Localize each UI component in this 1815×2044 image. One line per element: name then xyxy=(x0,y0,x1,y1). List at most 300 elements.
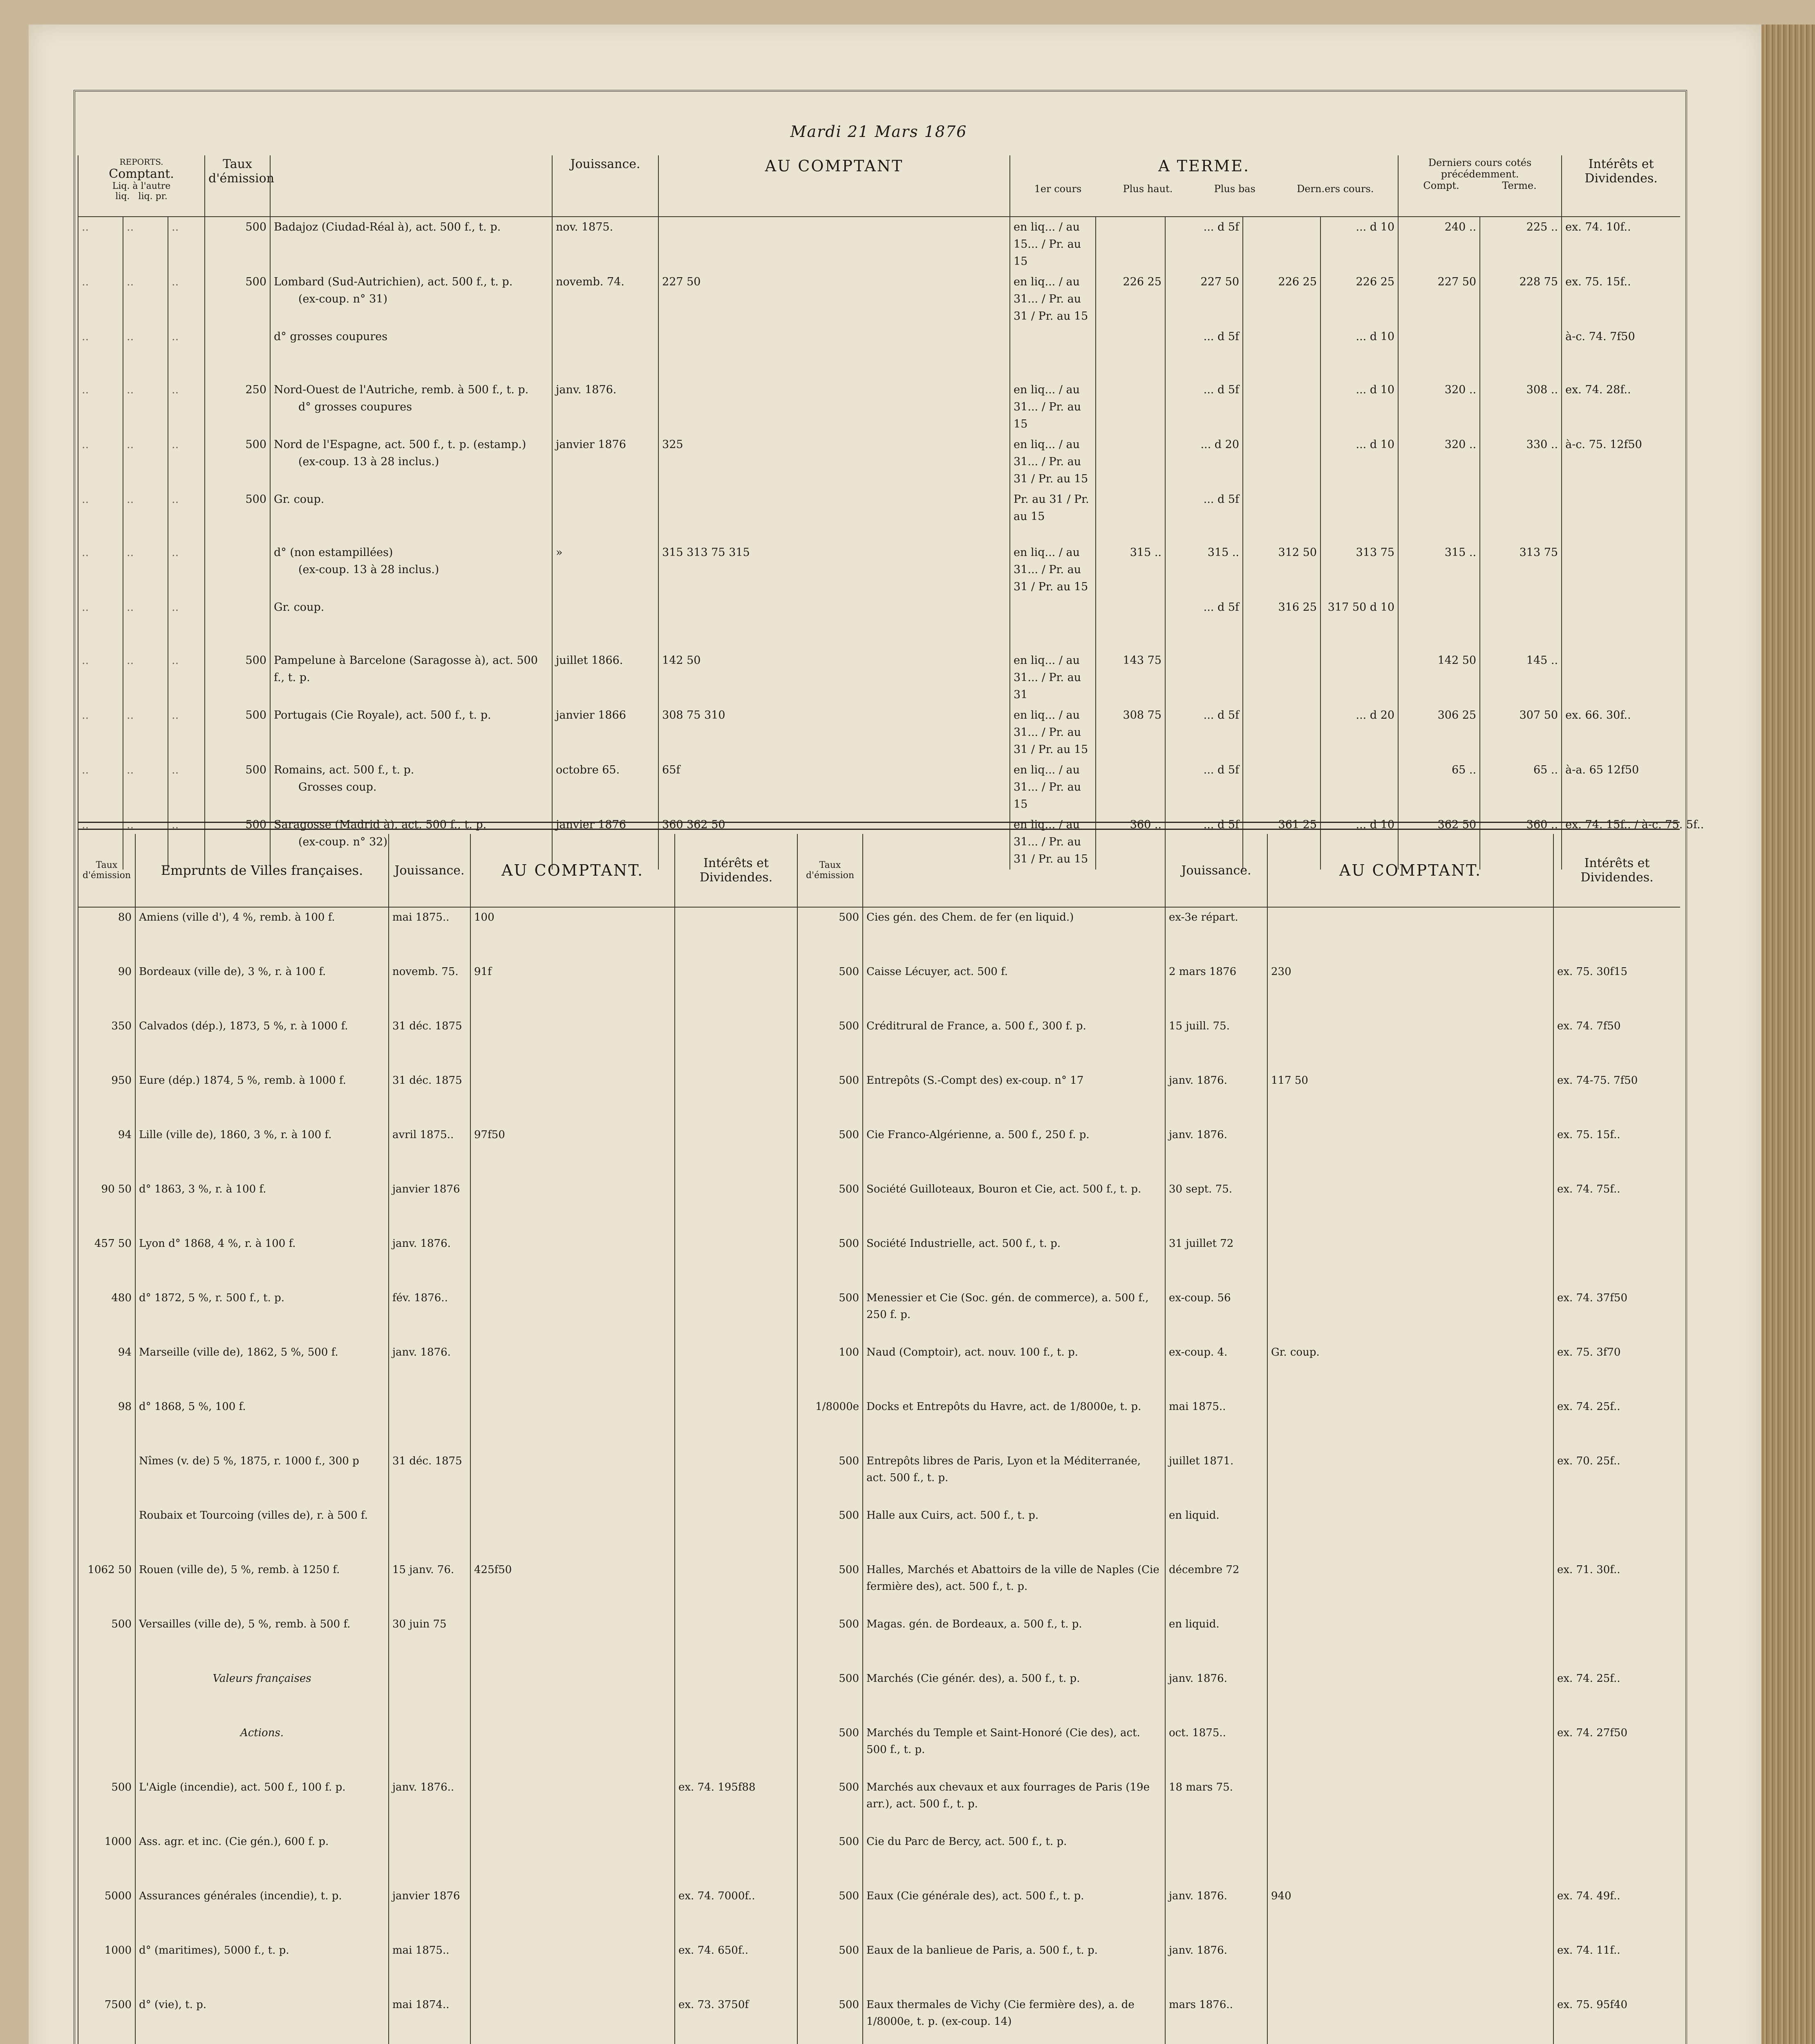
comptant-cell: 315 313 75 315 xyxy=(658,542,1010,597)
comptant-cell: 65f xyxy=(658,760,1010,815)
right-label-cell: Eaux (Cie générale des), act. 500 f., t. p. xyxy=(863,1886,1165,1941)
report-liq: .. xyxy=(123,597,168,650)
left-comptant-cell xyxy=(470,1777,675,1832)
right-jouissance-cell xyxy=(1165,1832,1267,1886)
security-name xyxy=(270,650,552,705)
jouissance-cell: janvier 1876 xyxy=(552,435,658,489)
right-label-cell: Magas. gén. de Bordeaux, a. 500 f., t. p. xyxy=(863,1614,1165,1669)
right-taux-cell: 500 xyxy=(797,1451,863,1506)
terme-cell: en liq... / au 15... / Pr. au 15 xyxy=(1010,217,1096,272)
right-jouissance-cell: en liquid. xyxy=(1165,1506,1267,1560)
left-dividend-cell xyxy=(675,1179,797,1234)
table-row xyxy=(78,1560,1680,1614)
security-name xyxy=(270,542,552,597)
right-taux-cell: 500 xyxy=(797,1669,863,1723)
au-comptant-header: AU COMPTANT xyxy=(658,155,1010,217)
left-taux-cell xyxy=(78,1669,135,1723)
table-row xyxy=(78,1342,1680,1397)
plus-haut-cell: ... d 5f xyxy=(1165,815,1243,870)
reports-label: REPORTS. xyxy=(119,157,163,167)
right-jouissance-cell: 15 juill. 75. xyxy=(1165,1016,1267,1071)
right-label-header xyxy=(863,834,1165,907)
security-label: d° (non estampillées) xyxy=(274,546,393,559)
security-sub: (ex-coup. 13 à 28 inclus.) xyxy=(298,563,439,576)
left-jouissance-cell xyxy=(389,1723,470,1777)
plus-haut-cell: ... d 5f xyxy=(1165,489,1243,542)
terme-cell xyxy=(1010,597,1096,650)
left-label-cell: Assurances générales (incendie), t. p. xyxy=(135,1886,389,1941)
derniers-cours-header xyxy=(1398,155,1562,217)
right-taux-cell: 500 xyxy=(797,1506,863,1560)
left-taux-header: Taux d'émission xyxy=(78,834,135,907)
left-jouissance-cell: janv. 1876. xyxy=(389,1234,470,1288)
right-label-cell: Marchés aux chevaux et aux fourrages de Paris (19e arr.), act. 500 f., t. p. xyxy=(863,1777,1165,1832)
term-cell: 308 .. xyxy=(1480,380,1562,435)
right-dividend-cell: ex. 75. 95f40 xyxy=(1553,1995,1680,2044)
plus-bas-cell xyxy=(1243,217,1320,272)
left-dividend-cell xyxy=(675,1451,797,1506)
dividend-cell: à-a. 65 12f50 xyxy=(1562,760,1680,815)
right-jouissance-cell: janv. 1876. xyxy=(1165,1886,1267,1941)
left-label-cell: Nîmes (v. de) 5 %, 1875, r. 1000 f., 300 p xyxy=(135,1451,389,1506)
left-comptant-cell: 100 xyxy=(470,907,675,962)
right-dividend-cell xyxy=(1553,1234,1680,1288)
report-pr: .. xyxy=(168,705,205,760)
plus-haut-cell: ... d 5f xyxy=(1165,380,1243,435)
right-label-cell: Eaux thermales de Vichy (Cie fermière des), a. de 1/8000e, t. p. (ex-coup. 14) xyxy=(863,1995,1165,2044)
right-dividend-cell: ex. 74. 7f50 xyxy=(1553,1016,1680,1071)
left-dividend-cell xyxy=(675,907,797,962)
plus-bas-cell: 312 50 xyxy=(1243,542,1320,597)
right-dividend-cell xyxy=(1553,1506,1680,1560)
left-jouissance-cell: mai 1875.. xyxy=(389,1941,470,1995)
report-liq: .. xyxy=(123,650,168,705)
terme-cell: en liq... / au 31... / Pr. au 15 xyxy=(1010,760,1096,815)
comptant-cell xyxy=(658,380,1010,435)
left-jouissance-cell: janvier 1876 xyxy=(389,1886,470,1941)
compt-cell: 306 25 xyxy=(1398,705,1480,760)
table-row xyxy=(78,542,1680,597)
right-dividend-cell xyxy=(1553,1614,1680,1669)
left-taux-cell: 94 xyxy=(78,1125,135,1179)
table-row xyxy=(78,380,1680,435)
report-liq: .. xyxy=(123,435,168,489)
left-jouissance-cell xyxy=(389,1506,470,1560)
plus-haut-cell: ... d 5f xyxy=(1165,705,1243,760)
left-dividend-cell xyxy=(675,1125,797,1179)
left-comptant-cell xyxy=(470,1179,675,1234)
security-name xyxy=(270,435,552,489)
taux-cell: 500 xyxy=(205,705,270,760)
compt-cell xyxy=(1398,489,1480,542)
right-label-cell: Créditrural de France, a. 500 f., 300 f. p. xyxy=(863,1016,1165,1071)
right-jouissance-cell: janv. 1876. xyxy=(1165,1669,1267,1723)
terme-cell: en liq... / au 31... / Pr. au 31 / Pr. au 15 xyxy=(1010,815,1096,870)
right-comptant-cell xyxy=(1267,907,1553,962)
right-label-cell: Marchés du Temple et Saint-Honoré (Cie des), act. 500 f., t. p. xyxy=(863,1723,1165,1777)
left-label-cell: Lyon d° 1868, 4 %, r. à 100 f. xyxy=(135,1234,389,1288)
left-jouissance-cell: avril 1875.. xyxy=(389,1125,470,1179)
left-jouissance-cell: 31 déc. 1875 xyxy=(389,1071,470,1125)
left-dividend-cell xyxy=(675,1723,797,1777)
premier-cours-cell: 308 75 xyxy=(1096,705,1165,760)
right-comptant-cell xyxy=(1267,1397,1553,1451)
dividend-cell xyxy=(1562,489,1680,542)
dernier-cours-label: Dern.ers cours. xyxy=(1297,183,1374,195)
comptant-cell: 360 362 50 xyxy=(658,815,1010,870)
left-dividend-cell: ex. 74. 650f.. xyxy=(675,1941,797,1995)
left-taux-cell: 5000 xyxy=(78,1886,135,1941)
security-label: Saragosse (Madrid à), act. 500 f., t. p. xyxy=(274,818,487,831)
left-jouissance-cell xyxy=(389,1669,470,1723)
taux-header: Taux d'émission xyxy=(205,155,270,217)
blank-label-header xyxy=(270,155,552,217)
left-dividend-cell xyxy=(675,1288,797,1342)
left-jouissance-cell: mai 1874.. xyxy=(389,1995,470,2044)
jouissance-cell: nov. 1875. xyxy=(552,217,658,272)
left-label-cell: L'Aigle (incendie), act. 500 f., 100 f. p. xyxy=(135,1777,389,1832)
terme-cell xyxy=(1010,327,1096,380)
premier-cours-cell xyxy=(1096,760,1165,815)
right-jouissance-cell: ex-coup. 56 xyxy=(1165,1288,1267,1342)
right-jouissance-cell: 2 mars 1876 xyxy=(1165,962,1267,1016)
right-interets-header: Intérêts et Dividendes. xyxy=(1553,834,1680,907)
compt-cell: 320 .. xyxy=(1398,380,1480,435)
report-liq: .. xyxy=(123,272,168,327)
report-comptant: .. xyxy=(78,217,123,272)
premier-cours-cell xyxy=(1096,435,1165,489)
report-comptant: .. xyxy=(78,760,123,815)
report-comptant: .. xyxy=(78,542,123,597)
left-taux-cell: 350 xyxy=(78,1016,135,1071)
right-label-cell: Société Industrielle, act. 500 f., t. p. xyxy=(863,1234,1165,1288)
right-label-cell: Entrepôts (S.-Compt des) ex-coup. n° 17 xyxy=(863,1071,1165,1125)
dividend-cell xyxy=(1562,597,1680,650)
dividend-cell: ex. 74. 10f.. xyxy=(1562,217,1680,272)
left-taux-cell xyxy=(78,1723,135,1777)
table-row xyxy=(78,1125,1680,1179)
left-jouissance-cell: mai 1875.. xyxy=(389,907,470,962)
left-dividend-cell xyxy=(675,1614,797,1669)
terme-cell: en liq... / au 31... / Pr. au 31 / Pr. au 15 xyxy=(1010,542,1096,597)
left-jouissance-header: Jouissance. xyxy=(389,834,470,907)
terme-cell: en liq... / au 31... / Pr. au 31 / Pr. au 15 xyxy=(1010,435,1096,489)
premier-cours-cell xyxy=(1096,380,1165,435)
table-row xyxy=(78,1941,1680,1995)
table-row xyxy=(78,435,1680,489)
right-label-cell: Halle aux Cuirs, act. 500 f., t. p. xyxy=(863,1506,1165,1560)
security-sub: d° grosses coupures xyxy=(298,401,412,413)
plus-haut-cell: 315 .. xyxy=(1165,542,1243,597)
left-comptant-cell xyxy=(470,1288,675,1342)
right-taux-cell: 500 xyxy=(797,1071,863,1125)
right-dividend-cell: ex. 70. 25f.. xyxy=(1553,1451,1680,1506)
left-taux-cell: 480 xyxy=(78,1288,135,1342)
left-comptant-cell xyxy=(470,1723,675,1777)
right-jouissance-cell: mars 1876.. xyxy=(1165,1995,1267,2044)
right-comptant-cell xyxy=(1267,1777,1553,1832)
report-pr: .. xyxy=(168,489,205,542)
security-label: d° grosses coupures xyxy=(274,330,388,343)
left-taux-cell: 1062 50 xyxy=(78,1560,135,1614)
plus-bas-cell xyxy=(1243,327,1320,380)
table-row xyxy=(78,327,1680,380)
plus-haut-cell xyxy=(1165,650,1243,705)
term-cell: 360 .. xyxy=(1480,815,1562,870)
compt-cell xyxy=(1398,327,1480,380)
left-dividend-cell xyxy=(675,1397,797,1451)
left-taux-cell: 90 xyxy=(78,962,135,1016)
security-label: Gr. coup. xyxy=(274,493,325,506)
compt-label: Compt. xyxy=(1423,180,1459,191)
left-comptant-cell xyxy=(470,1832,675,1886)
plus-bas-cell xyxy=(1243,435,1320,489)
table-row xyxy=(78,1886,1680,1941)
security-label: Lombard (Sud-Autrichien), act. 500 f., t. p. xyxy=(274,276,513,288)
security-label: Romains, act. 500 f., t. p. xyxy=(274,764,414,776)
security-name xyxy=(270,760,552,815)
plus-bas-cell xyxy=(1243,489,1320,542)
left-comptant-header: AU COMPTANT. xyxy=(470,834,675,907)
right-taux-cell: 500 xyxy=(797,1832,863,1886)
dividend-cell: ex. 66. 30f.. xyxy=(1562,705,1680,760)
left-taux-cell xyxy=(78,1506,135,1560)
premier-cours-cell: 315 .. xyxy=(1096,542,1165,597)
right-jouissance-header: Jouissance. xyxy=(1165,834,1267,907)
term-cell: 307 50 xyxy=(1480,705,1562,760)
premier-cours-cell: 360 .. xyxy=(1096,815,1165,870)
left-comptant-cell: 91f xyxy=(470,962,675,1016)
right-comptant-cell: Gr. coup. xyxy=(1267,1342,1553,1397)
right-jouissance-cell: 18 mars 75. xyxy=(1165,1777,1267,1832)
left-taux-cell: 457 50 xyxy=(78,1234,135,1288)
table-row xyxy=(78,1506,1680,1560)
left-taux-cell: 950 xyxy=(78,1071,135,1125)
right-comptant-cell xyxy=(1267,1832,1553,1886)
compt-cell: 240 .. xyxy=(1398,217,1480,272)
left-dividend-cell: ex. 74. 7000f.. xyxy=(675,1886,797,1941)
table-row xyxy=(78,1614,1680,1669)
jouissance-cell: novemb. 74. xyxy=(552,272,658,327)
left-label-cell: Ass. agr. et inc. (Cie gén.), 600 f. p. xyxy=(135,1832,389,1886)
right-taux-cell: 500 xyxy=(797,1125,863,1179)
table-row xyxy=(78,962,1680,1016)
right-comptant-cell: 230 xyxy=(1267,962,1553,1016)
comptant-cell: 142 50 xyxy=(658,650,1010,705)
report-comptant: .. xyxy=(78,435,123,489)
premier-cours-cell: 143 75 xyxy=(1096,650,1165,705)
taux-cell: 500 xyxy=(205,760,270,815)
right-comptant-cell xyxy=(1267,1941,1553,1995)
left-taux-cell: 500 xyxy=(78,1777,135,1832)
premier-cours-cell xyxy=(1096,327,1165,380)
jouissance-cell: janvier 1876 xyxy=(552,815,658,870)
comptant-cell: 325 xyxy=(658,435,1010,489)
left-comptant-cell xyxy=(470,1614,675,1669)
security-name xyxy=(270,705,552,760)
jouissance-cell xyxy=(552,597,658,650)
dernier-cours-cell: ... d 10 xyxy=(1320,435,1398,489)
left-comptant-cell xyxy=(470,1234,675,1288)
table-row xyxy=(78,1995,1680,2044)
right-label-cell: Caisse Lécuyer, act. 500 f. xyxy=(863,962,1165,1016)
right-taux-cell: 500 xyxy=(797,962,863,1016)
plus-bas-cell: 316 25 xyxy=(1243,597,1320,650)
report-pr: .. xyxy=(168,650,205,705)
left-label-cell: Lille (ville de), 1860, 3 %, r. à 100 f. xyxy=(135,1125,389,1179)
left-jouissance-cell: 31 déc. 1875 xyxy=(389,1016,470,1071)
values-table xyxy=(78,834,1680,2044)
table-row xyxy=(78,907,1680,962)
right-label-cell: Cie Franco-Algérienne, a. 500 f., 250 f. p. xyxy=(863,1125,1165,1179)
dividend-cell: ex. 74. 28f.. xyxy=(1562,380,1680,435)
right-label-cell: Cie du Parc de Bercy, act. 500 f., t. p. xyxy=(863,1832,1165,1886)
right-dividend-cell: ex. 71. 30f.. xyxy=(1553,1560,1680,1614)
right-label-cell: Naud (Comptoir), act. nouv. 100 f., t. p. xyxy=(863,1342,1165,1397)
security-label: Pampelune à Barcelone (Saragosse à), act. 500 f., t. p. xyxy=(274,654,538,684)
left-taux-cell: 90 50 xyxy=(78,1179,135,1234)
left-comptant-cell xyxy=(470,1016,675,1071)
jouissance-cell: juillet 1866. xyxy=(552,650,658,705)
table-row xyxy=(78,1234,1680,1288)
right-comptant-cell xyxy=(1267,1016,1553,1071)
right-jouissance-cell: juillet 1871. xyxy=(1165,1451,1267,1506)
report-pr: .. xyxy=(168,380,205,435)
security-name xyxy=(270,272,552,327)
right-dividend-cell: ex. 75. 30f15 xyxy=(1553,962,1680,1016)
compt-cell: 362 50 xyxy=(1398,815,1480,870)
right-dividend-cell: ex. 74. 11f.. xyxy=(1553,1941,1680,1995)
report-pr: .. xyxy=(168,760,205,815)
right-dividend-cell xyxy=(1553,907,1680,962)
taux-cell: 500 xyxy=(205,815,270,870)
right-dividend-cell: ex. 74. 49f.. xyxy=(1553,1886,1680,1941)
term-cell: 330 .. xyxy=(1480,435,1562,489)
term-cell: 225 .. xyxy=(1480,217,1562,272)
right-dividend-cell: ex. 74. 25f.. xyxy=(1553,1669,1680,1723)
left-taux-cell: 500 xyxy=(78,1614,135,1669)
security-name xyxy=(270,327,552,380)
left-label-cell: d° 1872, 5 %, r. 500 f., t. p. xyxy=(135,1288,389,1342)
page-date: Mardi 21 Mars 1876 xyxy=(790,123,967,141)
taux-cell xyxy=(205,327,270,380)
left-label-cell: d° (maritimes), 5000 f., t. p. xyxy=(135,1941,389,1995)
report-liq: .. xyxy=(123,760,168,815)
left-comptant-cell xyxy=(470,1941,675,1995)
term-cell xyxy=(1480,489,1562,542)
dernier-cours-cell xyxy=(1320,760,1398,815)
report-liq: .. xyxy=(123,705,168,760)
taux-cell: 500 xyxy=(205,217,270,272)
plus-bas-label: Plus bas xyxy=(1214,183,1256,195)
comptant-cell: 308 75 310 xyxy=(658,705,1010,760)
right-dividend-cell: ex. 74. 37f50 xyxy=(1553,1288,1680,1342)
dividend-cell: à-c. 74. 7f50 xyxy=(1562,327,1680,380)
left-jouissance-cell: 31 déc. 1875 xyxy=(389,1451,470,1506)
security-sub: (ex-coup. n° 32) xyxy=(298,836,387,848)
binding-edge xyxy=(1761,25,1815,2044)
security-label: Portugais (Cie Royale), act. 500 f., t. p. xyxy=(274,709,491,722)
table-row xyxy=(78,650,1680,705)
right-dividend-cell: ex. 74. 75f.. xyxy=(1553,1179,1680,1234)
plus-haut-cell: ... d 5f xyxy=(1165,217,1243,272)
report-pr: .. xyxy=(168,327,205,380)
a-terme-subheaders xyxy=(1014,183,1394,195)
dividend-cell xyxy=(1562,650,1680,705)
right-taux-cell: 500 xyxy=(797,1614,863,1669)
railway-stocks-table xyxy=(78,155,1704,870)
left-label-cell: Calvados (dép.), 1873, 5 %, r. à 1000 f. xyxy=(135,1016,389,1071)
report-comptant: .. xyxy=(78,815,123,870)
dividend-cell: ex. 74. 15f.. / à-c. 75. 5f.. xyxy=(1562,815,1680,870)
right-taux-cell: 500 xyxy=(797,1886,863,1941)
left-label-cell: d° 1863, 3 %, r. à 100 f. xyxy=(135,1179,389,1234)
right-comptant-cell xyxy=(1267,1506,1553,1560)
report-comptant: .. xyxy=(78,489,123,542)
security-name xyxy=(270,217,552,272)
right-dividend-cell: ex. 75. 15f.. xyxy=(1553,1125,1680,1179)
compt-cell: 320 .. xyxy=(1398,435,1480,489)
report-liq: .. xyxy=(123,489,168,542)
comptant-cell: 227 50 xyxy=(658,272,1010,327)
left-taux-cell xyxy=(78,1451,135,1506)
plus-haut-label: Plus haut. xyxy=(1123,183,1173,195)
report-liq: .. xyxy=(123,380,168,435)
report-comptant: .. xyxy=(78,650,123,705)
plus-haut-cell: ... d 5f xyxy=(1165,327,1243,380)
right-label-cell: Docks et Entrepôts du Havre, act. de 1/8000e, t. p. xyxy=(863,1397,1165,1451)
dernier-cours-cell xyxy=(1320,489,1398,542)
left-jouissance-cell: 15 janv. 76. xyxy=(389,1560,470,1614)
right-comptant-header: AU COMPTANT. xyxy=(1267,834,1553,907)
table-row xyxy=(78,1179,1680,1234)
right-label-cell: Cies gén. des Chem. de fer (en liquid.) xyxy=(863,907,1165,962)
right-label-cell: Marchés (Cie génér. des), a. 500 f., t. p. xyxy=(863,1669,1165,1723)
right-taux-cell: 500 xyxy=(797,1179,863,1234)
right-taux-cell: 100 xyxy=(797,1342,863,1397)
left-comptant-cell xyxy=(470,1669,675,1723)
right-comptant-cell xyxy=(1267,1234,1553,1288)
compt-cell: 142 50 xyxy=(1398,650,1480,705)
premier-cours-cell: 226 25 xyxy=(1096,272,1165,327)
left-dividend-cell xyxy=(675,1342,797,1397)
right-taux-cell: 500 xyxy=(797,1288,863,1342)
security-sub: Grosses coup. xyxy=(298,781,377,793)
right-jouissance-cell: en liquid. xyxy=(1165,1614,1267,1669)
compt-cell xyxy=(1398,597,1480,650)
terme-cell: en liq... / au 31... / Pr. au 31 xyxy=(1010,650,1096,705)
left-jouissance-cell: novemb. 75. xyxy=(389,962,470,1016)
report-comptant: .. xyxy=(78,272,123,327)
dividend-cell: ex. 75. 15f.. xyxy=(1562,272,1680,327)
plus-haut-cell: ... d 5f xyxy=(1165,597,1243,650)
right-comptant-cell xyxy=(1267,1669,1553,1723)
dividend-cell: à-c. 75. 12f50 xyxy=(1562,435,1680,489)
table-row xyxy=(78,1071,1680,1125)
right-comptant-cell xyxy=(1267,1723,1553,1777)
table-row xyxy=(78,1397,1680,1451)
right-taux-header: Taux d'émission xyxy=(797,834,863,907)
left-dividend-cell: ex. 74. 195f88 xyxy=(675,1777,797,1832)
term-cell: 228 75 xyxy=(1480,272,1562,327)
term-cell xyxy=(1480,597,1562,650)
term-cell: 313 75 xyxy=(1480,542,1562,597)
dernier-cours-cell: ... d 10 xyxy=(1320,217,1398,272)
taux-cell: 500 xyxy=(205,650,270,705)
left-jouissance-cell xyxy=(389,1832,470,1886)
right-taux-cell: 500 xyxy=(797,907,863,962)
derniers-cours-label: Derniers cours cotés précédemment. xyxy=(1428,157,1532,180)
